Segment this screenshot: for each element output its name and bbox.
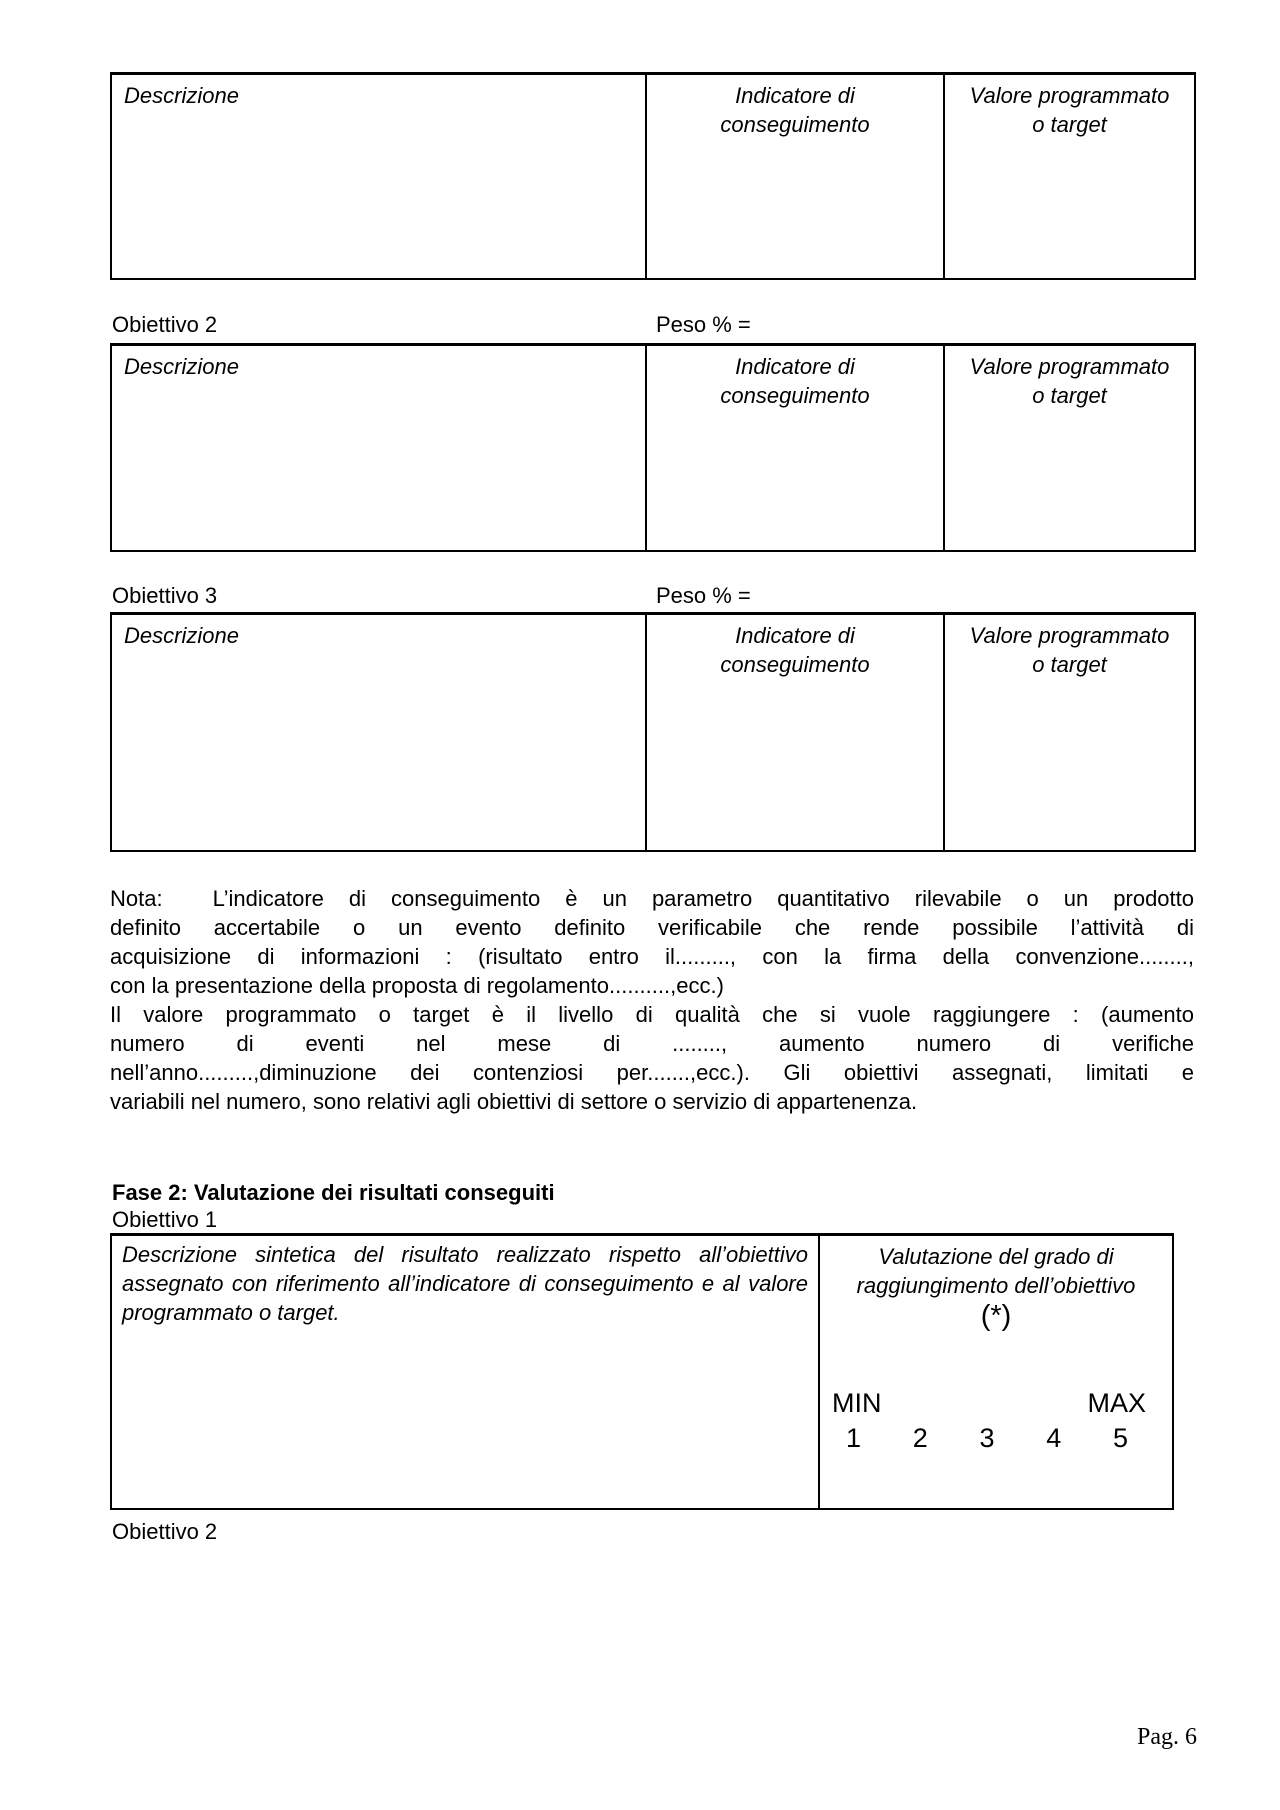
note-line: Il valore programmato o target è il livello di qualità che si vuole raggiungere : (aumento	[110, 1002, 1194, 1027]
fase2-heading: Fase 2: Valutazione dei risultati conseguiti	[112, 1180, 555, 1205]
fase2-obiettivo-1-label: Obiettivo 1	[112, 1207, 218, 1232]
note-line: Nota: L’indicatore di conseguimento è un parametro quantitativo rilevabile o un prodotto	[110, 886, 1194, 911]
scale-value: 2	[912, 1423, 928, 1453]
indicatore-header-line2: conseguimento	[720, 383, 870, 408]
note-line: definito accertabile o un evento definito verificabile che rende possibile l’attività di	[110, 915, 1194, 940]
descrizione-cell	[111, 345, 646, 552]
indicatore-header-line2: conseguimento	[720, 652, 870, 677]
valore-header-line2: o target	[1032, 112, 1107, 137]
valore-cell	[944, 614, 1195, 852]
result-description-line: assegnato con riferimento all’indicatore di conseguimento e al valore	[122, 1271, 808, 1296]
objective-1-indicator-table	[110, 72, 1196, 280]
valore-header-line1: Valore programmato	[969, 354, 1170, 379]
valore-header-line2: o target	[1032, 652, 1107, 677]
note-line: nell’anno.........,diminuzione dei contenziosi per.......,ecc.). Gli obiettivi assegnati, limitati e	[110, 1060, 1194, 1085]
obiettivo-3-label-row	[112, 582, 1194, 610]
note-line: acquisizione di informazioni : (risultato entro il........., con la firma della convenzione........,	[110, 944, 1194, 969]
valutazione-header-line1: Valutazione del grado di	[878, 1244, 1114, 1269]
note-line: numero di eventi nel mese di ........, aumento numero di verifiche	[110, 1031, 1194, 1056]
obiettivo-2-label-row	[112, 311, 1194, 339]
descrizione-cell	[111, 614, 646, 852]
result-description-line: programmato o target.	[122, 1300, 340, 1325]
valore-header-line2: o target	[1032, 383, 1107, 408]
peso-label-2: Peso % =	[656, 312, 751, 337]
scale-value: 1	[846, 1423, 862, 1453]
obiettivo-2-label: Obiettivo 2	[112, 312, 218, 337]
descrizione-header: Descrizione	[124, 354, 239, 379]
indicatore-cell	[646, 345, 944, 552]
fase2-evaluation-table	[110, 1233, 1174, 1510]
peso-label-3: Peso % =	[656, 583, 751, 608]
result-description-cell	[111, 1235, 819, 1510]
rating-scale-row	[824, 1423, 1168, 1454]
obiettivo-3-label: Obiettivo 3	[112, 583, 218, 608]
indicatore-cell	[646, 614, 944, 852]
nota-paragraph	[110, 884, 1194, 1116]
asterisk-note-marker: (*)	[980, 1300, 1012, 1332]
descrizione-header: Descrizione	[124, 623, 239, 648]
valore-cell	[944, 74, 1195, 280]
indicatore-header-line1: Indicatore di	[735, 83, 855, 108]
indicatore-header-line1: Indicatore di	[735, 623, 855, 648]
max-label: MAX	[1087, 1388, 1146, 1418]
min-max-row	[824, 1388, 1168, 1419]
scale-value: 5	[1112, 1423, 1128, 1453]
descrizione-header: Descrizione	[124, 83, 239, 108]
indicatore-cell	[646, 74, 944, 280]
valore-cell	[944, 345, 1195, 552]
valore-header-line1: Valore programmato	[969, 83, 1170, 108]
scale-value: 4	[1046, 1423, 1062, 1453]
valore-header-line1: Valore programmato	[969, 623, 1170, 648]
indicatore-header-line1: Indicatore di	[735, 354, 855, 379]
descrizione-cell	[111, 74, 646, 280]
note-line: con la presentazione della proposta di regolamento..........,ecc.)	[110, 973, 724, 998]
objective-3-indicator-table	[110, 612, 1196, 852]
page-number: Pag. 6	[1137, 1724, 1197, 1750]
objective-2-indicator-table	[110, 343, 1196, 552]
fase2-obiettivo-2-label: Obiettivo 2	[112, 1519, 218, 1544]
result-description-line: Descrizione sintetica del risultato realizzato rispetto all’obiettivo	[122, 1242, 808, 1267]
scale-value: 3	[979, 1423, 995, 1453]
indicatore-header-line2: conseguimento	[720, 112, 870, 137]
evaluation-grade-cell	[819, 1235, 1173, 1510]
note-line: variabili nel numero, sono relativi agli obiettivi di settore o servizio di appartenenza.	[110, 1089, 918, 1114]
min-label: MIN	[832, 1388, 882, 1418]
valutazione-header-line2: raggiungimento dell’obiettivo	[856, 1273, 1136, 1298]
